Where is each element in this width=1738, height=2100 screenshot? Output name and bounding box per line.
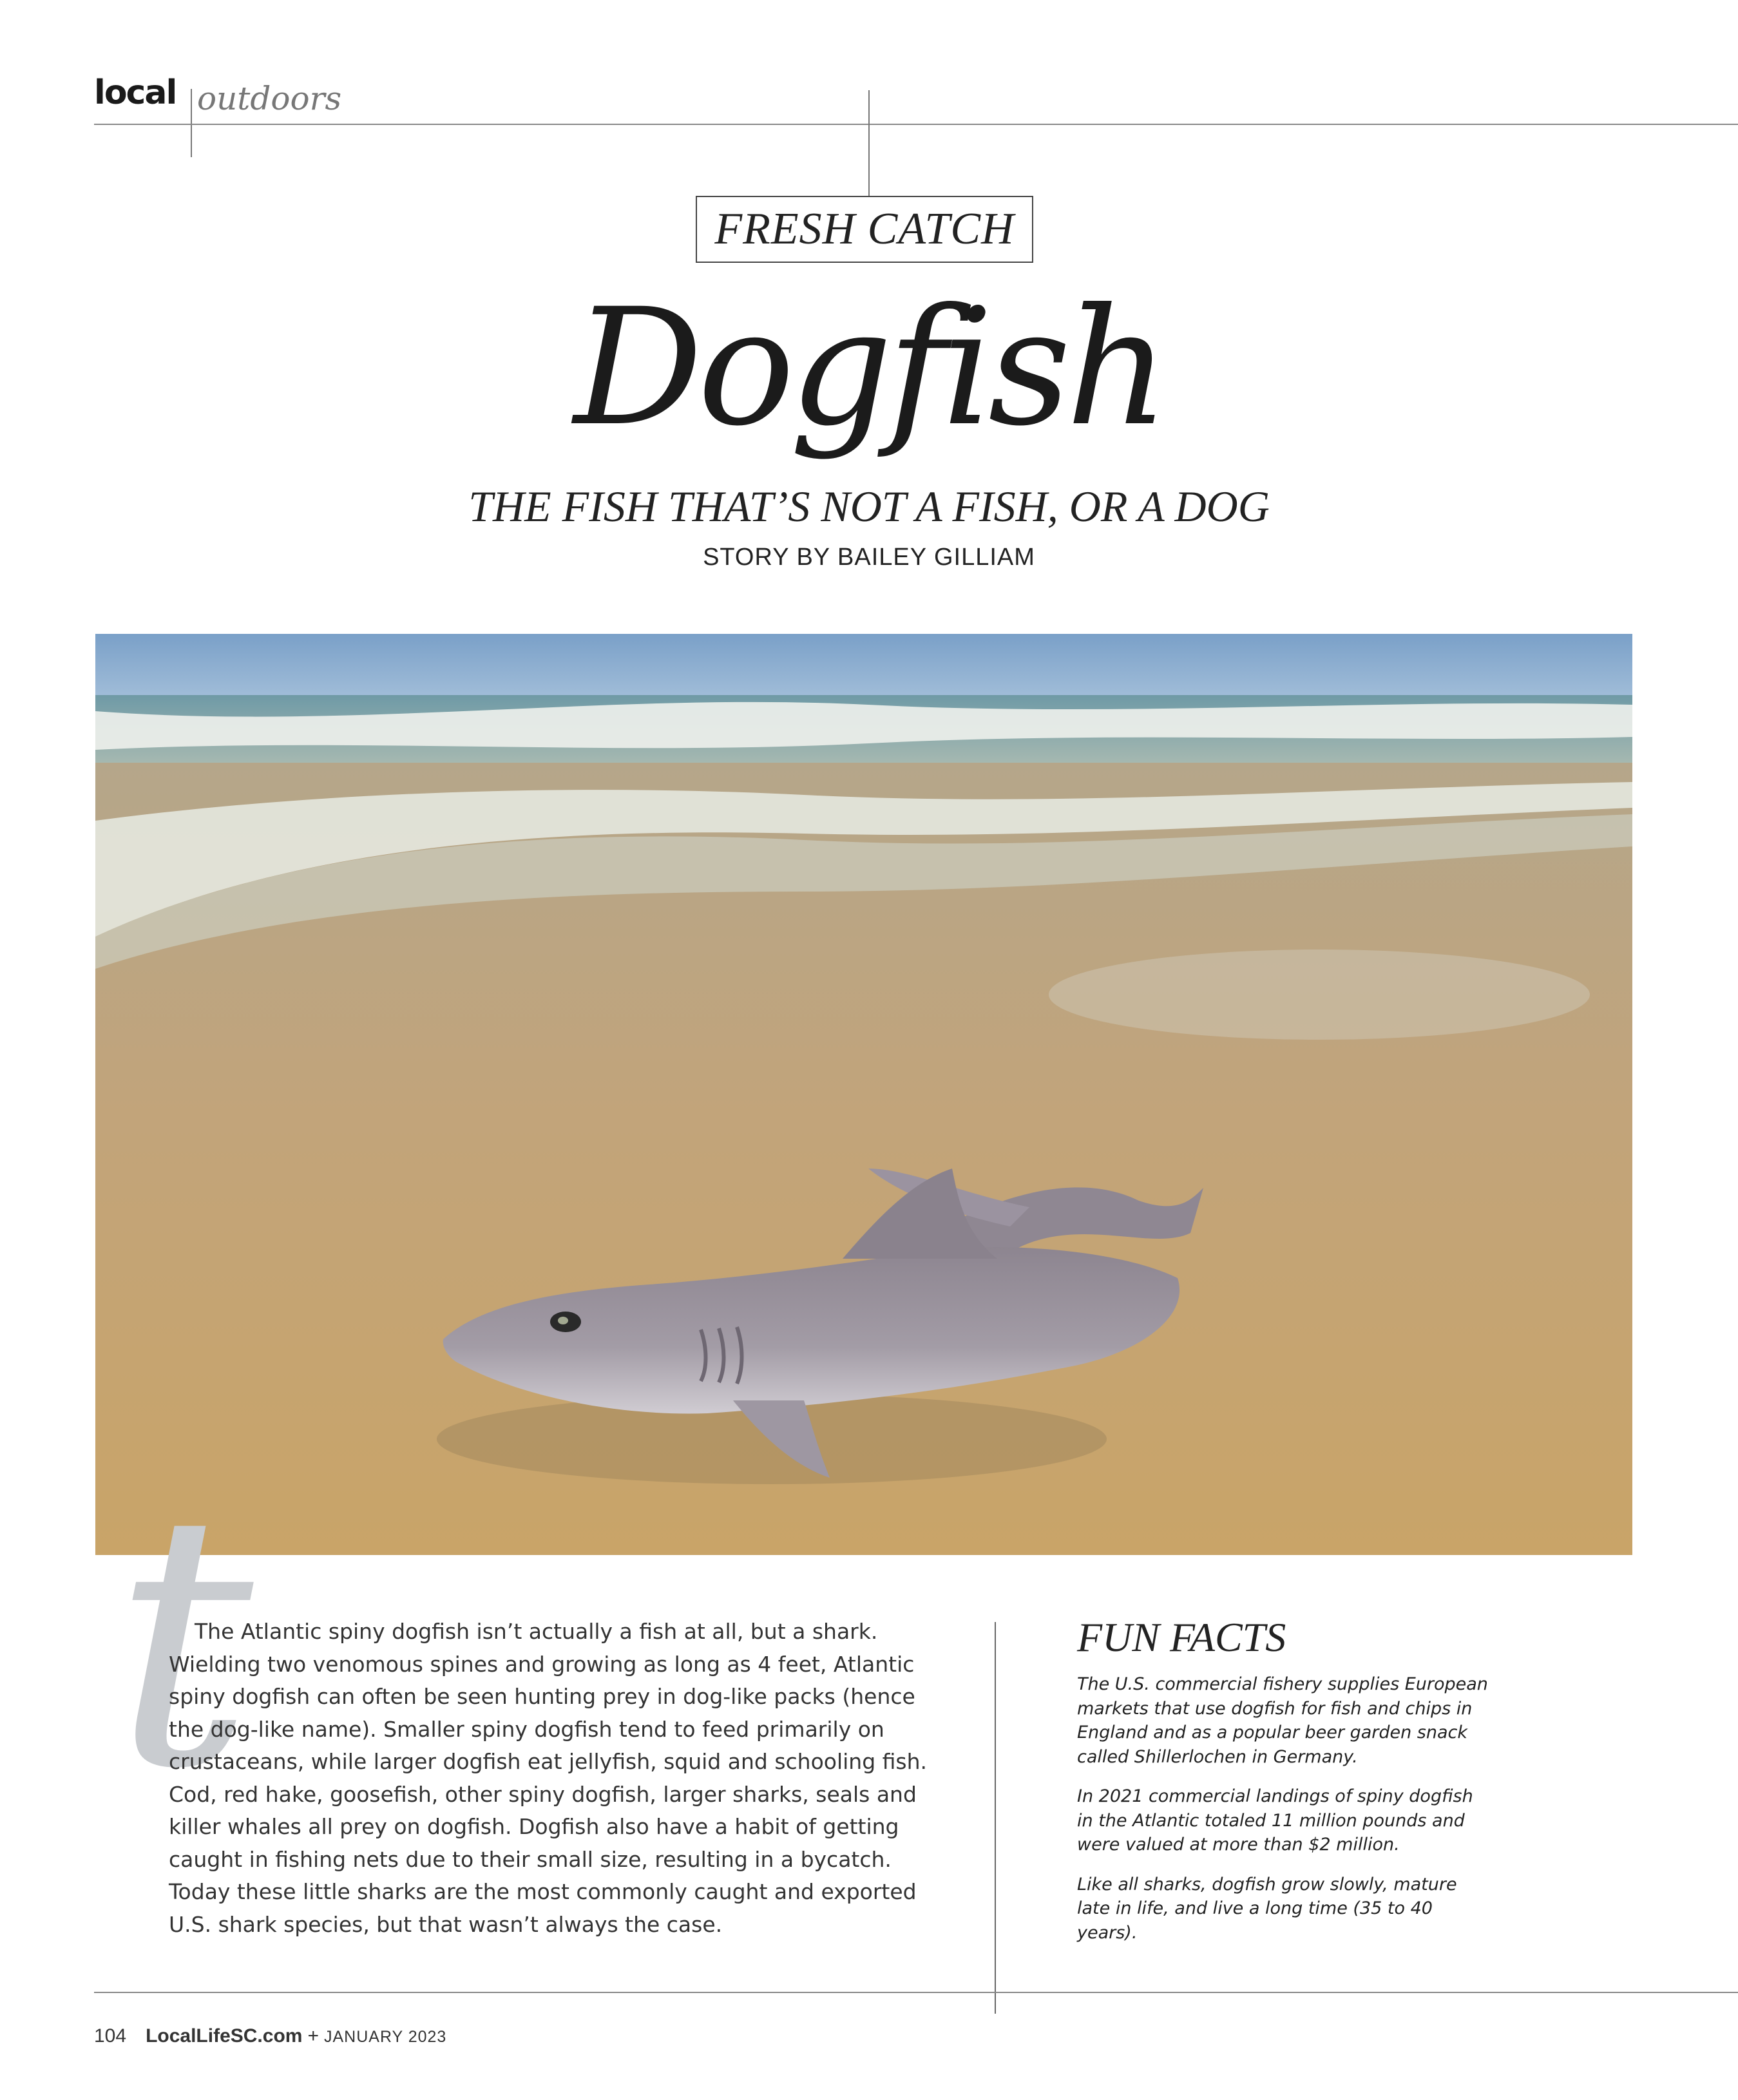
fun-facts-title: FUN FACTS	[1077, 1614, 1286, 1660]
dogfish-photo	[95, 634, 1632, 1555]
section-divider	[191, 89, 192, 157]
top-rule	[94, 124, 1738, 125]
article-body: The Atlantic spiny dogfish isn’t actually a fish at all, but a shark. Wielding two venomous spines and growing as long as 4 feet, Atlantic spiny dogfish can often be seen hunting prey in dog-like packs (hence the dog-like name). Smaller spiny dogfish tend to feed primarily on crustaceans, while larger dogfish eat jellyfish, squid and schooling fish. Cod, red hake, goosefish, other spiny dogfish, larger sharks, seals and killer whales all prey on dogfish. Dogfish also have a habit of getting caught in fishing nets due to their small size, resulting in a bycatch. Today these little sharks are the most commonly caught and exported U.S. shark species, but that wasn’t always the case.	[169, 1619, 928, 1937]
fun-fact: Like all sharks, dogfish grow slowly, mature late in life, and live a long time (35 to 40 years).	[1077, 1874, 1457, 1943]
subsection-label: outdoors	[197, 80, 342, 117]
section-label: local	[94, 73, 177, 112]
page-footer	[94, 2027, 446, 2046]
issue-date: JANUARY 2023	[323, 2028, 447, 2046]
kicker-box	[696, 196, 1033, 263]
column-divider	[995, 1622, 996, 2014]
fun-fact: The U.S. commercial fishery supplies European markets that use dogfish for fish and chips in England and as a popular beer garden snack called Shillerlochen in Germany.	[1077, 1674, 1488, 1767]
footer-separator: +	[307, 2025, 319, 2047]
fun-facts-list	[1077, 1672, 1489, 1960]
fun-fact: In 2021 commercial landings of spiny dogfish in the Atlantic totaled 11 million pounds and were valued at more than $2 million.	[1077, 1786, 1473, 1855]
byline: STORY BY BAILEY GILLIAM	[703, 544, 1035, 571]
page-number: 104	[94, 2025, 127, 2047]
bottom-rule	[94, 1992, 1738, 1993]
kicker: FRESH CATCH	[714, 204, 1015, 254]
center-rule	[868, 90, 870, 196]
beach-scene	[95, 634, 1632, 1555]
drop-cap: t	[113, 1440, 254, 1845]
article-subtitle: THE FISH THAT’S NOT A FISH, OR A DOG	[468, 482, 1270, 531]
article-title: Dogfish	[573, 274, 1165, 461]
site-link[interactable]: LocalLifeSC.com	[146, 2025, 303, 2047]
